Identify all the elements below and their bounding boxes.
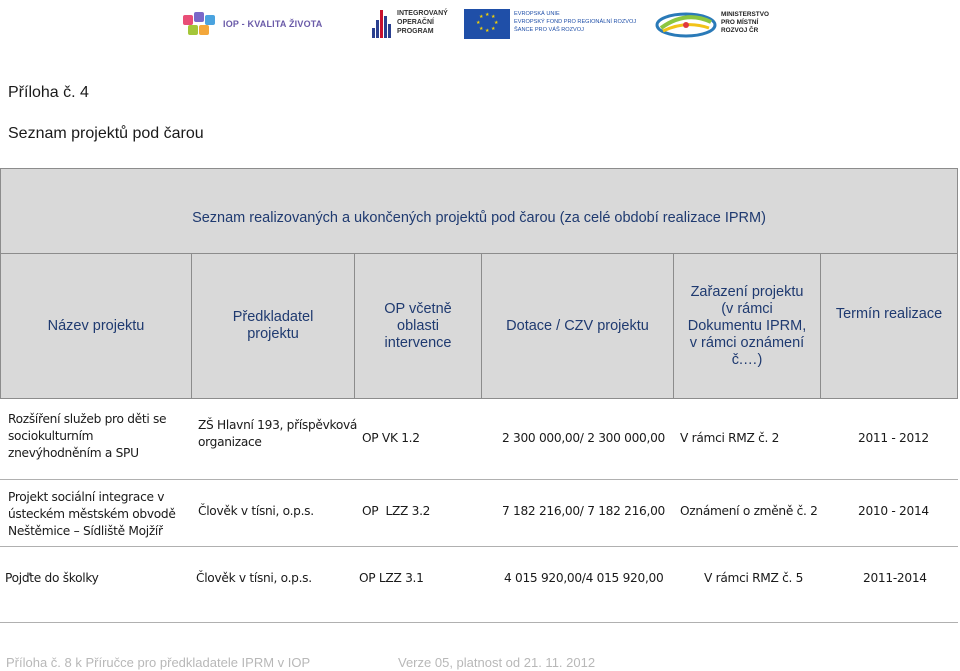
row-divider bbox=[0, 622, 958, 623]
table-row-2-termin: 2010 - 2014 bbox=[858, 503, 929, 518]
table-row-1-op: OP VK 1.2 bbox=[362, 430, 420, 445]
eu-logo bbox=[464, 8, 649, 40]
table-row-2-dotace: 7 182 216,00/ 7 182 216,00 bbox=[502, 503, 665, 518]
table-row-3-nazev: Pojďte do školky bbox=[5, 570, 99, 585]
table-row-3-zarazeni: V rámci RMZ č. 5 bbox=[704, 570, 804, 585]
table-row-1-termin: 2011 - 2012 bbox=[858, 430, 929, 445]
hexagon-icon bbox=[194, 12, 204, 22]
table-title: Seznam realizovaných a ukončených projektů pod čarou (za celé období realizace IPRM) bbox=[0, 168, 958, 254]
footer-left: Příloha č. 8 k Příručce pro předkladatele IPRM v IOP bbox=[6, 655, 311, 670]
footer-right: Verze 05, platnost od 21. 11. 2012 bbox=[398, 655, 596, 670]
table-row-1-dotace: 2 300 000,00/ 2 300 000,00 bbox=[502, 430, 665, 445]
col-header-dotace: Dotace / CZV projektu bbox=[481, 253, 674, 399]
eu-text: EVROPSKÁ UNIE EVROPSKÝ FOND PRO REGIONÁLNÍ ROZVOJ ŠANCE PRO VÁŠ ROZVOJ bbox=[514, 11, 637, 33]
table-row-2-predkladatel: Člověk v tísni, o.p.s. bbox=[198, 503, 314, 518]
table-row-3-dotace: 4 015 920,00/4 015 920,00 bbox=[504, 570, 664, 585]
hexagon-icon bbox=[205, 15, 215, 25]
bars-icon bbox=[372, 10, 392, 38]
col-header-termin: Termín realizace bbox=[820, 253, 958, 399]
table-row-1-nazev: Rozšíření služeb pro děti se sociokulturním znevýhodněním a SPU bbox=[8, 411, 167, 460]
table-row-2-op: OP LZZ 3.2 bbox=[362, 503, 431, 518]
row-divider bbox=[0, 546, 958, 547]
hexagon-icon bbox=[199, 25, 209, 35]
col-header-nazev: Název projektu bbox=[0, 253, 192, 399]
col-header-op: OP včetně oblasti intervence bbox=[354, 253, 482, 399]
hexagon-icon bbox=[183, 15, 193, 25]
page-title: Seznam projektů pod čarou bbox=[8, 125, 204, 142]
integrovany-program-logo bbox=[372, 8, 460, 40]
integrovany-program-text: INTEGROVANÝ OPERAČNÍ PROGRAM bbox=[397, 10, 448, 35]
table-row-3-op: OP LZZ 3.1 bbox=[359, 570, 424, 585]
eu-flag-icon: ★ ★ ★ ★ ★ ★ ★ ★ bbox=[464, 9, 510, 39]
row-divider bbox=[0, 479, 958, 480]
iop-logo bbox=[183, 12, 323, 38]
table-row-2-zarazeni: Oznámení o změně č. 2 bbox=[680, 503, 818, 518]
hexagon-icon bbox=[188, 25, 198, 35]
mmr-text: MINISTERSTVO PRO MÍSTNÍ ROZVOJ ČR bbox=[721, 11, 769, 34]
table-row-3-predkladatel: Člověk v tísni, o.p.s. bbox=[196, 570, 312, 585]
table-row-1-predkladatel: ZŠ Hlavní 193, příspěvková organizace bbox=[198, 418, 358, 449]
table-row-2-nazev: Projekt sociální integrace v ústeckém městském obvodě Neštěmice – Sídliště Mojžíř bbox=[8, 489, 176, 538]
mmr-logo bbox=[655, 8, 770, 42]
col-header-predkladatel: Předkladatel projektu bbox=[191, 253, 355, 399]
table-row-3-termin: 2011-2014 bbox=[863, 570, 927, 585]
table-row-1-zarazeni: V rámci RMZ č. 2 bbox=[680, 430, 780, 445]
projects-table bbox=[0, 168, 958, 624]
iop-logo-text: IOP - KVALITA ŽIVOTA bbox=[223, 19, 323, 29]
priloha-label: Příloha č. 4 bbox=[8, 84, 89, 101]
col-header-zarazeni: Zařazení projektu (v rámci Dokumentu IPRM, v rámci oznámení č.…) bbox=[673, 253, 821, 399]
mmr-swoosh-icon bbox=[655, 12, 717, 38]
logo-strip bbox=[0, 0, 960, 50]
